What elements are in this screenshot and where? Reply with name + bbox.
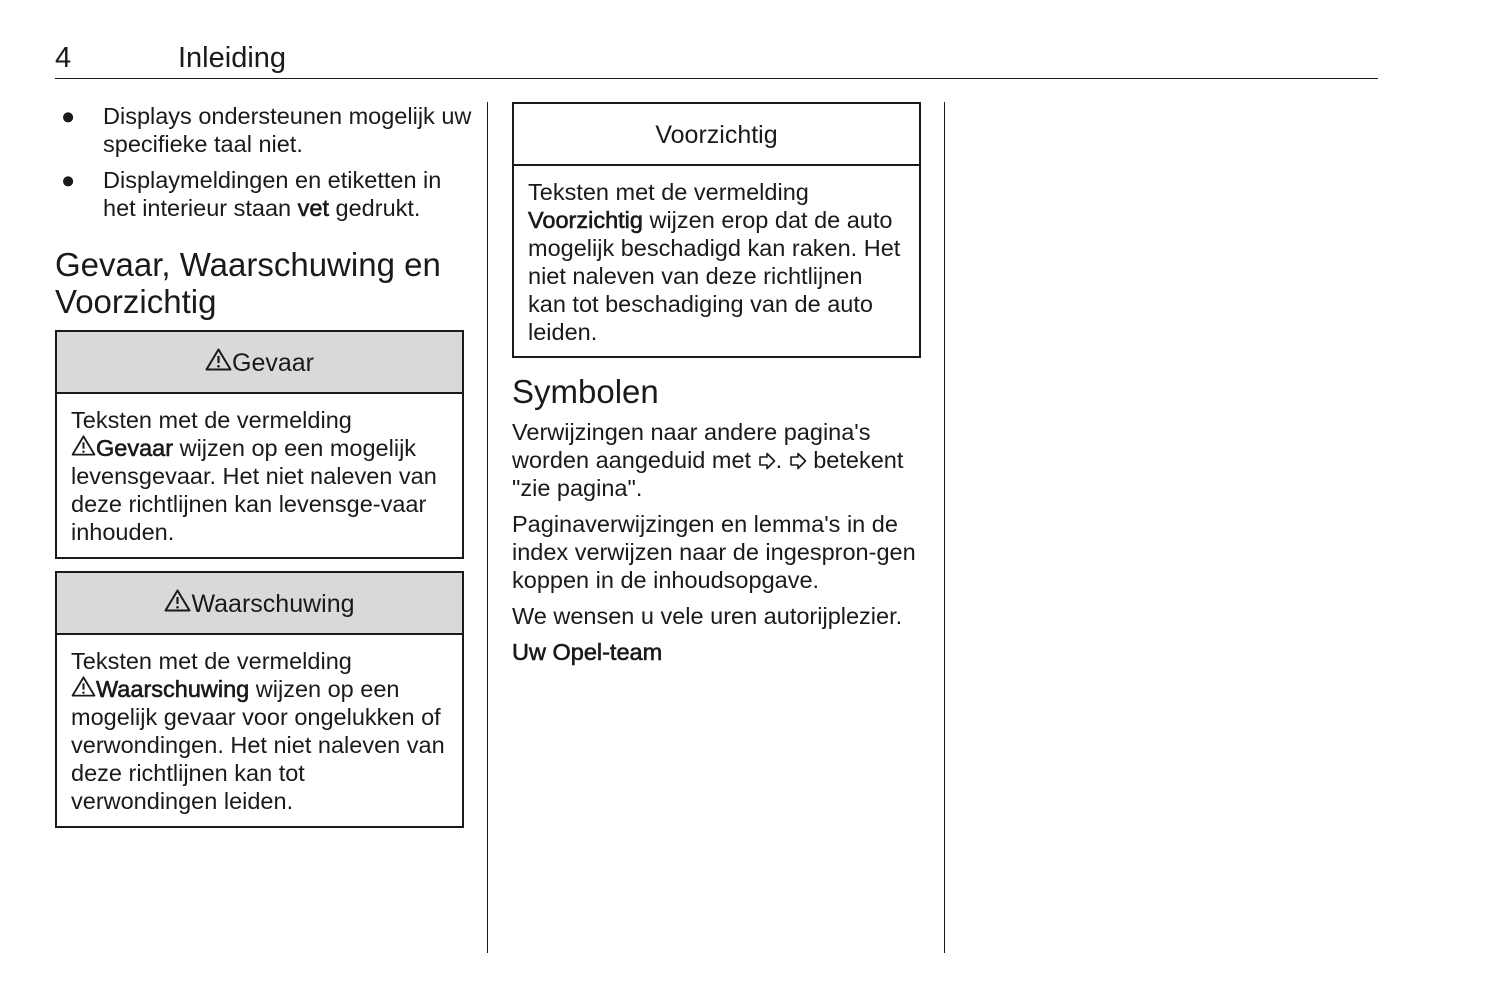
warning-box-title: Waarschuwing <box>191 590 355 618</box>
page-reference-arrow-icon <box>789 446 807 474</box>
warning-triangle-icon <box>71 435 96 456</box>
symbols-title: Symbolen <box>512 373 659 410</box>
danger-box-header <box>57 332 462 394</box>
chapter-title: Inleiding <box>178 42 287 74</box>
warning-triangle-icon <box>71 676 96 697</box>
caution-box-body: Teksten met de vermelding Voorzichtig wijzen erop dat de auto mogelijk beschadigd kan raken. Het niet naleven van deze richtlijnen kan tot beschadiging van de auto leiden. <box>528 179 901 345</box>
header-rule <box>55 78 1378 79</box>
warning-triangle-icon <box>205 348 232 371</box>
section-title: Gevaar, Waarschuwing en Voorzichtig <box>55 246 441 320</box>
column-divider-1 <box>487 102 488 953</box>
column-divider-2 <box>944 102 945 953</box>
warning-box <box>55 571 464 828</box>
danger-box-body: Teksten met de vermelding Gevaar wijzen op een mogelijk levensgevaar. Het niet naleven van deze richtlijnen kan levensge-vaar inhouden. <box>71 407 437 545</box>
warning-box-header <box>57 573 462 635</box>
index-paragraph: Paginaverwijzingen en lemma's in de index verwijzen naar de ingespron-gen koppen in de inhoudsopgave. <box>512 511 916 593</box>
bold-word: vet <box>297 195 330 221</box>
caution-box-header: Voorzichtig <box>514 104 919 166</box>
bullet-list <box>55 102 475 230</box>
symbols-paragraph: Verwijzingen naar andere pagina's worden aangeduid met . betekent "zie pagina". <box>512 419 904 501</box>
warning-triangle-icon <box>164 589 191 612</box>
danger-box-title: Gevaar <box>232 349 314 377</box>
warning-box-body: Teksten met de vermelding Waarschuwing wijzen op een mogelijk gevaar voor ongelukken of verwondingen. Het niet naleven van deze richtlijnen kan tot verwondingen leiden. <box>71 648 445 814</box>
symbols-content <box>512 418 932 666</box>
bullet-icon: ● <box>61 103 76 129</box>
page-number: 4 <box>55 42 72 74</box>
list-item: ● Displays ondersteunen mogelijk uw specifieke taal niet. <box>61 103 472 157</box>
signature: Uw Opel-team <box>512 639 663 665</box>
bullet-icon: ● <box>61 167 76 193</box>
page-reference-arrow-icon <box>758 446 776 474</box>
list-item: ● Displaymeldingen en etiketten in het interieur staan vet gedrukt. <box>61 167 442 221</box>
caution-box <box>512 102 921 358</box>
wishes-paragraph: We wensen u vele uren autorijplezier. <box>512 603 903 629</box>
danger-box <box>55 330 464 559</box>
